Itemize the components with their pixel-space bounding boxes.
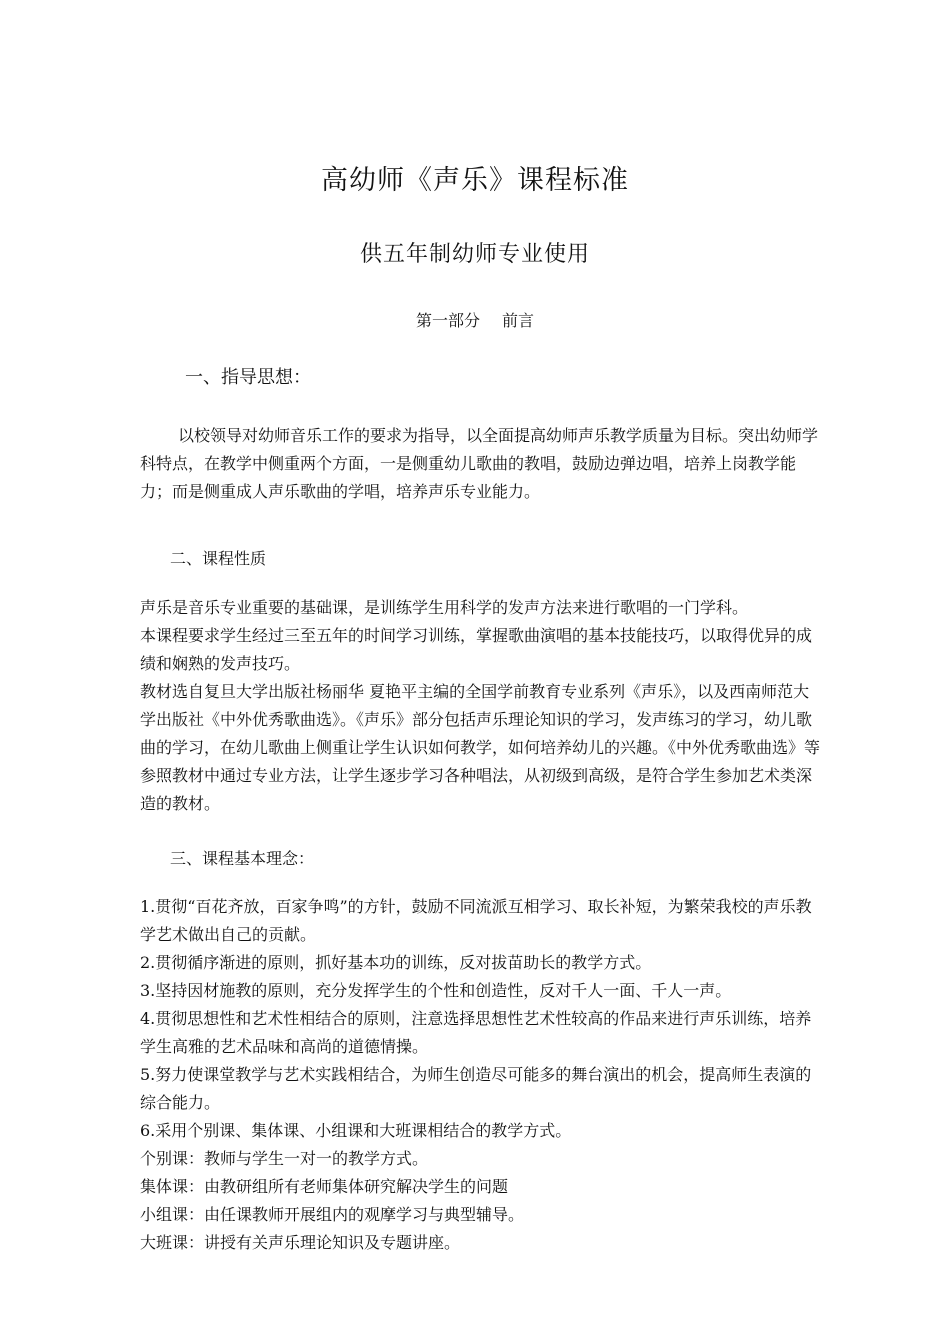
section-body-guiding-thought: 以校领导对幼师音乐工作的要求为指导，以全面提高幼师声乐教学质量为目标。突出幼师学科特点，在教学中侧重两个方面，一是侧重幼儿歌曲的教唱，鼓励边弹边唱，培养上岗教学能力；而是侧重成人声乐歌曲的学唱，培养声乐专业能力。 (140, 426, 819, 501)
list-item: 集体课：由教研组所有老师集体研究解决学生的问题 (140, 1177, 509, 1196)
list-item: 大班课：讲授有关声乐理论知识及专题讲座。 (140, 1233, 461, 1252)
list-item: 2.贯彻循序渐进的原则，抓好基本功的训练，反对拔苗助长的教学方式。 (140, 953, 652, 972)
list-item: 1.贯彻“百花齐放，百家争鸣”的方针，鼓励不同流派互相学习、取长补短，为繁荣我校的声乐教学艺术做出自己的贡献。 (140, 897, 812, 944)
list-item: 6.采用个别课、集体课、小组课和大班课相结合的教学方式。 (140, 1121, 572, 1140)
section-heading-guiding-thought: 一、指导思想： (185, 367, 311, 388)
paragraph: 教材选自复旦大学出版社杨丽华 夏艳平主编的全国学前教育专业系列《声乐》，以及西南师范大学出版社《中外优秀歌曲选》。《声乐》部分包括声乐理论知识的学习，发声练习的学习，幼儿歌曲的学习，在幼儿歌曲上侧重让学生认识如何教学，如何培养幼儿的兴趣。《中外优秀歌曲选》等参照教材中通过专业方法，让学生逐步学习各种唱法，从初级到高级，是符合学生参加艺术类深造的教材。 (140, 682, 821, 813)
document-subtitle: 供五年制幼师专业使用 (359, 242, 590, 267)
part-name: 前言 (502, 311, 535, 330)
list-item: 3.坚持因材施教的原则，充分发挥学生的个性和创造性，反对千人一面、千人一声。 (140, 981, 732, 1000)
list-item: 小组课：由任课教师开展组内的观摩学习与典型辅导。 (140, 1205, 525, 1224)
part-heading (0, 308, 950, 331)
section-body-basic-concepts (140, 893, 820, 1257)
document-title: 高幼师《声乐》课程标准 (321, 165, 629, 196)
list-item: 5.努力使课堂教学与艺术实践相结合，为师生创造尽可能多的舞台演出的机会，提高师生表演的综合能力。 (140, 1065, 812, 1112)
paragraph: 声乐是音乐专业重要的基础课，是训练学生用科学的发声方法来进行歌唱的一门学科。 (140, 598, 749, 617)
part-label: 第一部分 (415, 311, 480, 330)
section-heading-basic-concepts: 三、课程基本理念： (170, 849, 315, 868)
section-body-course-nature (140, 594, 820, 818)
section-heading-course-nature: 二、课程性质 (170, 549, 267, 568)
paragraph: 本课程要求学生经过三至五年的时间学习训练，掌握歌曲演唱的基本技能技巧，以取得优异的成绩和娴熟的发声技巧。 (140, 626, 813, 673)
list-item: 4.贯彻思想性和艺术性相结合的原则，注意选择思想性艺术性较高的作品来进行声乐训练，培养学生高雅的艺术品味和高尚的道德情操。 (140, 1009, 812, 1056)
list-item: 个别课：教师与学生一对一的教学方式。 (140, 1149, 429, 1168)
